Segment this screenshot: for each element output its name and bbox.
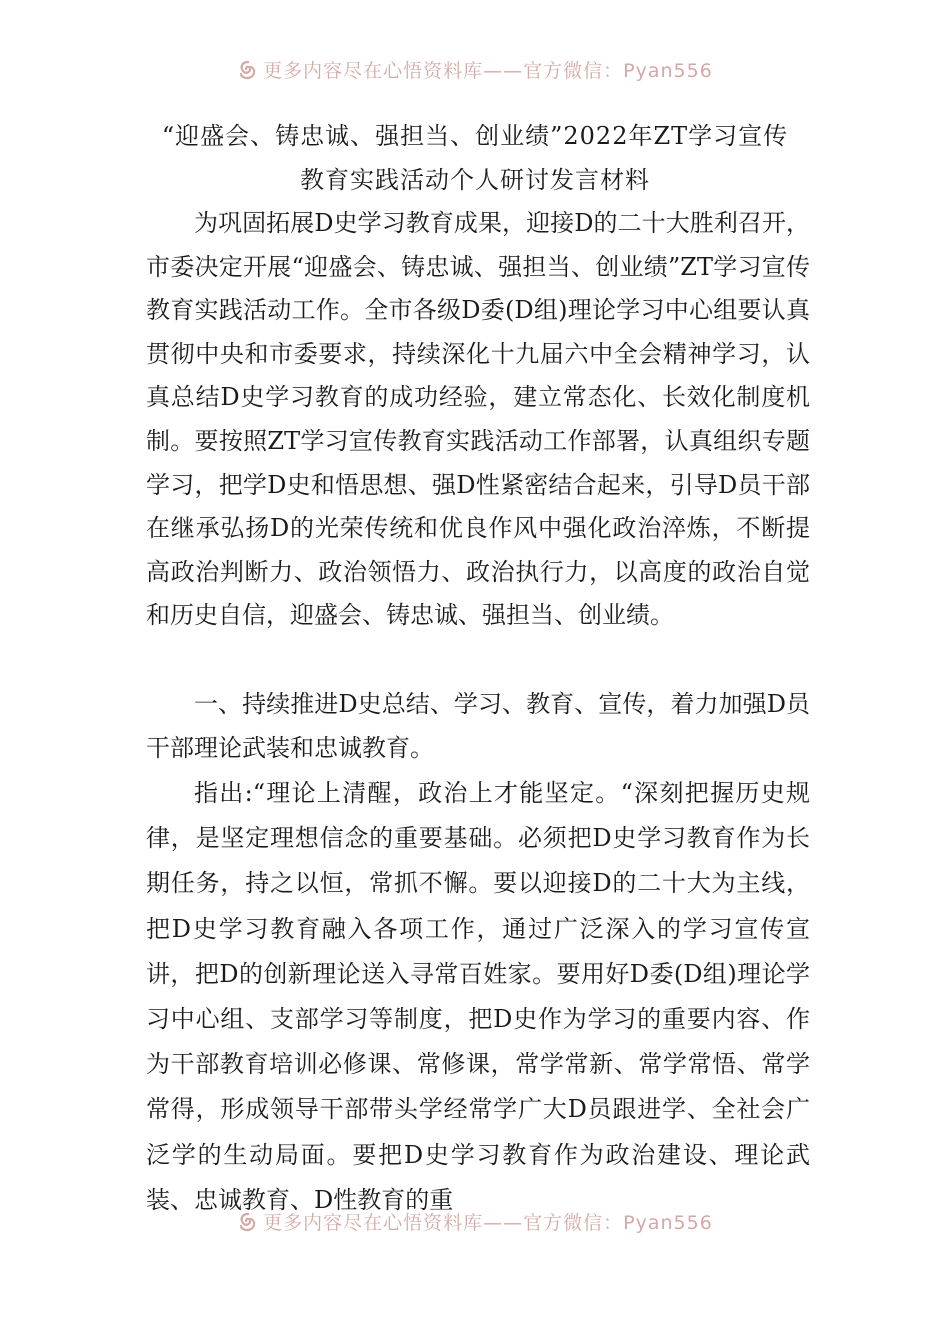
document-title-line-2: 教育实践活动个人研讨发言材料	[300, 166, 650, 194]
paragraph-section-body: 指出:“理论上清醒，政治上才能坚定。“深刻把握历史规律，是坚定理想信念的重要基础。必须把D史学习教育作为长期任务，持之以恒，常抓不懈。要以迎接D的二十大为主线，把D史学习教育融入各项工作，通过广泛深入的学习宣传宣讲，把D的创新理论送入寻常百姓家。要用好D委(D组)理论学习中心组、支部学习等制度，把D史作为学习的重要内容、作为干部教育培训必修课、常修课，常学常新、常学常悟、常学常得，形成领导干部带头学经常学广大D员跟进学、全社会广泛学的生动局面。要把D史学习教育作为政治建设、理论武装、忠诚教育、D性教育的重	[146, 779, 810, 1214]
watermark-text: 更多内容尽在心悟资料库——官方微信：Pyan556	[263, 1212, 713, 1234]
swirl-logo-icon	[237, 59, 259, 81]
document-title-line-1: “迎盛会、铸忠诚、强担当、创业绩”2022年ZT学习宣传	[161, 122, 789, 150]
paragraph-intro: 为巩固拓展D史学习教育成果，迎接D的二十大胜利召开，市委决定开展“迎盛会、铸忠诚、强担当、创业绩”ZT学习宣传教育实践活动工作。全市各级D委(D组)理论学习中心组要认真贯彻中央和市委要求，持续深化十九届六中全会精神学习，认真总结D史学习教育的成功经验，建立常态化、长效化制度机制。要按照ZT学习宣传教育实践活动工作部署，认真组织专题学习，把学D史和悟思想、强D性紧密结合起来，引导D员干部在继承弘扬D的光荣传统和优良作风中强化政治淬炼，不断提高政治判断力、政治领悟力、政治执行力，以高度的政治自觉和历史自信，迎盛会、铸忠诚、强担当、创业绩。	[146, 209, 810, 630]
watermark-footer	[0, 1208, 950, 1235]
watermark-text: 更多内容尽在心悟资料库——官方微信：Pyan556	[263, 60, 713, 82]
swirl-logo-icon	[237, 1211, 259, 1233]
watermark-header	[0, 56, 950, 83]
paragraph-section-heading: 一、持续推进D史总结、学习、教育、宣传，着力加强D员干部理论武装和忠诚教育。	[146, 690, 810, 762]
